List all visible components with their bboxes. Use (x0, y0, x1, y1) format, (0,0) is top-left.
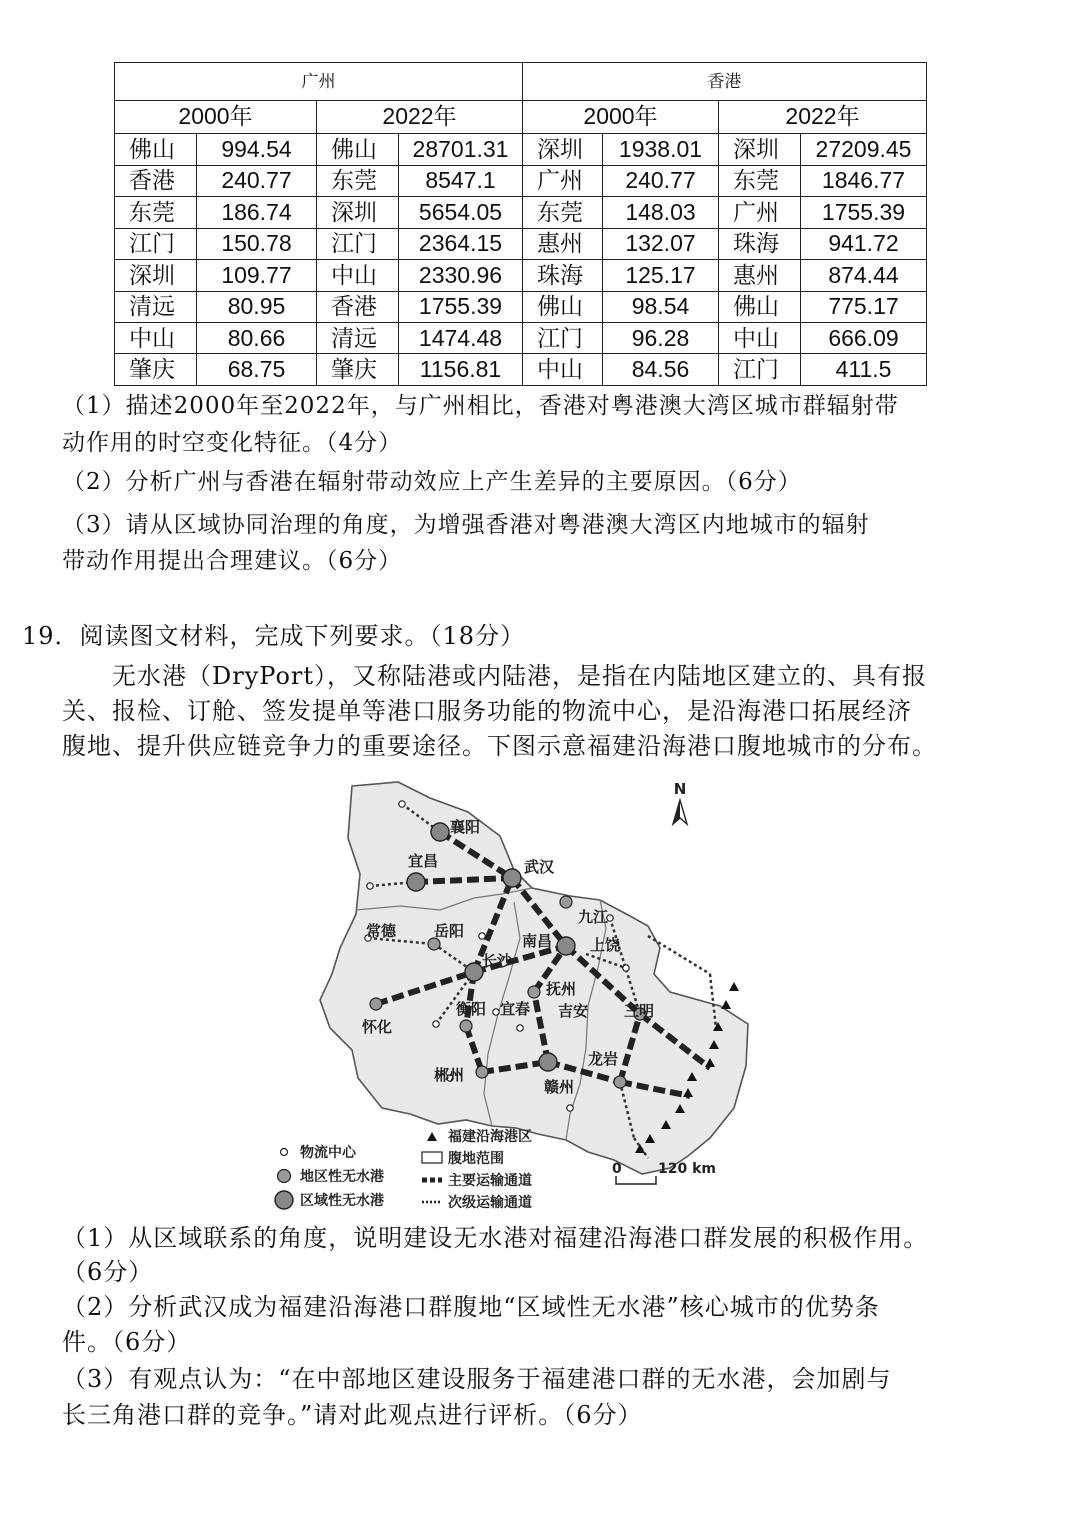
legend-regional-dry-port-icon (275, 1191, 293, 1209)
regional-dry-port-marker (539, 1053, 557, 1071)
table-cell-city: 江门 (115, 228, 197, 259)
table-cell-city: 佛山 (719, 291, 801, 322)
table-cell-value: 2330.96 (399, 260, 523, 291)
city-label: 襄阳 (450, 818, 481, 836)
table-cell-value: 132.07 (603, 228, 719, 259)
q19-sub3-line1: （3）有观点认为：“在中部地区建设服务于福建港口群的无水港，会加剧与 (62, 1365, 892, 1393)
table-header-guangzhou: 广州 (115, 63, 523, 101)
table-cell-value: 80.95 (197, 291, 317, 322)
table-cell-city: 肇庆 (115, 354, 197, 386)
legend-local-dry-port-label: 地区性无水港 (300, 1169, 384, 1185)
table-cell-value: 68.75 (197, 354, 317, 386)
table-cell-value: 109.77 (197, 260, 317, 291)
table-cell-value: 941.72 (801, 228, 927, 259)
table-cell-value: 1846.77 (801, 165, 927, 196)
regional-dry-port-marker (431, 823, 449, 841)
table-row (115, 260, 927, 291)
hinterland-region (320, 782, 748, 1174)
local-dry-port-marker (460, 1020, 472, 1032)
table-row (115, 165, 927, 196)
table-row (115, 134, 927, 165)
table-cell-city: 中山 (523, 354, 603, 386)
flow-table (114, 62, 927, 386)
table-cell-value: 8547.1 (399, 165, 523, 196)
legend-main-channel-label: 主要运输通道 (448, 1173, 532, 1189)
table-cell-value: 874.44 (801, 260, 927, 291)
city-label: 吉安 (558, 1002, 589, 1020)
table-cell-city: 佛山 (317, 134, 399, 165)
local-dry-port-marker (370, 998, 382, 1010)
table-cell-city: 佛山 (523, 291, 603, 322)
north-label: N (673, 780, 687, 798)
city-label: 衡阳 (456, 1000, 487, 1018)
city-label: 宜春 (500, 1000, 531, 1018)
q19-sub2-line2: 件。（6分） (62, 1328, 192, 1356)
city-label: 长沙 (482, 952, 513, 970)
table-cell-value: 1474.48 (399, 323, 523, 354)
city-label: 岳阳 (434, 922, 465, 940)
local-dry-port-marker (528, 986, 540, 998)
q18-sub1-line2: 动作用的时空变化特征。（4分） (62, 430, 403, 456)
table-cell-city: 中山 (719, 323, 801, 354)
table-cell-value: 1755.39 (801, 197, 927, 228)
coastal-port-marker (729, 982, 739, 991)
table-cell-city: 广州 (523, 165, 603, 196)
table-cell-city: 肇庆 (317, 354, 399, 386)
local-dry-port-marker (560, 896, 572, 908)
regional-dry-port-marker (503, 869, 521, 887)
year-header: 2022年 (317, 100, 523, 134)
year-header: 2022年 (719, 100, 927, 134)
table-cell-city: 东莞 (317, 165, 399, 196)
legend-coastal-port-label: 福建沿海港区 (448, 1129, 532, 1145)
logistics-center-marker (367, 883, 373, 889)
table-cell-city: 中山 (317, 260, 399, 291)
logistics-center-marker (399, 801, 405, 807)
legend-coastal-port-icon (427, 1132, 437, 1141)
table-cell-value: 240.77 (603, 165, 719, 196)
table-cell-value: 96.28 (603, 323, 719, 354)
table-cell-city: 江门 (523, 323, 603, 354)
regional-dry-port-marker (557, 937, 575, 955)
table-cell-value: 186.74 (197, 197, 317, 228)
q19-title: 19．阅读图文材料，完成下列要求。（18分） (22, 622, 526, 650)
regional-dry-port-marker (407, 873, 425, 891)
table-row (115, 354, 927, 386)
q19-sub1-line1: （1）从区域联系的角度，说明建设无水港对福建沿海港口群发展的积极作用。 (62, 1224, 929, 1252)
table-cell-value: 84.56 (603, 354, 719, 386)
table-cell-value: 411.5 (801, 354, 927, 386)
city-label: 郴州 (434, 1066, 465, 1084)
logistics-center-marker (479, 933, 485, 939)
table-row (115, 291, 927, 322)
legend-hinterland-label: 腹地范围 (448, 1151, 504, 1167)
table-cell-value: 1938.01 (603, 134, 719, 165)
city-label: 南昌 (522, 932, 553, 950)
table-cell-value: 80.66 (197, 323, 317, 354)
table-cell-value: 98.54 (603, 291, 719, 322)
table-cell-value: 5654.05 (399, 197, 523, 228)
table-cell-city: 江门 (719, 354, 801, 386)
table-cell-value: 148.03 (603, 197, 719, 228)
table-cell-value: 994.54 (197, 134, 317, 165)
city-label: 赣州 (544, 1078, 575, 1096)
table-cell-city: 香港 (115, 165, 197, 196)
legend-local-dry-port-icon (278, 1170, 291, 1183)
table-cell-value: 240.77 (197, 165, 317, 196)
table-cell-city: 珠海 (523, 260, 603, 291)
q18-sub1-line1: （1）描述2000年至2022年，与广州相比，香港对粤港澳大湾区城市群辐射带 (62, 393, 899, 419)
table-cell-city: 清远 (115, 291, 197, 322)
city-label: 九江 (578, 908, 609, 926)
year-header: 2000年 (523, 100, 719, 134)
table-cell-city: 江门 (317, 228, 399, 259)
table-cell-value: 28701.31 (399, 134, 523, 165)
table-cell-city: 深圳 (523, 134, 603, 165)
table-cell-city: 清远 (317, 323, 399, 354)
logistics-center-marker (493, 1009, 499, 1015)
table-cell-value: 125.17 (603, 260, 719, 291)
table-cell-city: 深圳 (115, 260, 197, 291)
city-label: 龙岩 (588, 1050, 619, 1068)
q19-sub2-line1: （2）分析武汉成为福建沿海港口群腹地“区域性无水港”核心城市的优势条 (62, 1293, 880, 1321)
table-row (115, 323, 927, 354)
scale-bar (616, 1176, 656, 1184)
table-cell-value: 666.09 (801, 323, 927, 354)
q18-sub3-line1: （3）请从区域协同治理的角度，为增强香港对粤港澳大湾区内地城市的辐射 (62, 512, 870, 538)
table-cell-value: 1156.81 (399, 354, 523, 386)
table-cell-city: 深圳 (317, 197, 399, 228)
hinterland-map (270, 778, 770, 1218)
table-row (115, 228, 927, 259)
scale-zero-label: 0 (612, 1161, 622, 1177)
local-dry-port-marker (614, 1076, 626, 1088)
q19-sub3-line2: 长三角港口群的竞争。”请对此观点进行评析。（6分） (62, 1401, 643, 1429)
table-header-hongkong: 香港 (523, 63, 927, 101)
table-cell-city: 惠州 (719, 260, 801, 291)
table-cell-city: 广州 (719, 197, 801, 228)
q19-sub1-line2: （6分） (62, 1258, 154, 1286)
q19-intro-line1: 无水港（DryPort），又称陆港或内陆港，是指在内陆地区建立的、具有报 (62, 662, 928, 690)
local-dry-port-marker (476, 1066, 488, 1078)
city-label: 上饶 (590, 936, 621, 954)
q19-intro-line3: 腹地、提升供应链竞争力的重要途径。下图示意福建沿海港口腹地城市的分布。 (62, 732, 937, 760)
table-cell-city: 东莞 (719, 165, 801, 196)
logistics-center-marker (623, 965, 629, 971)
logistics-center-marker (517, 1025, 523, 1031)
legend-hinterland-icon (422, 1152, 442, 1163)
city-label: 武汉 (524, 858, 555, 876)
table-row (115, 197, 927, 228)
table-cell-city: 惠州 (523, 228, 603, 259)
table-cell-value: 27209.45 (801, 134, 927, 165)
legend-logistics-icon (281, 1149, 288, 1156)
table-cell-city: 中山 (115, 323, 197, 354)
table-cell-value: 1755.39 (399, 291, 523, 322)
table-cell-value: 2364.15 (399, 228, 523, 259)
table-cell-value: 150.78 (197, 228, 317, 259)
table-cell-city: 深圳 (719, 134, 801, 165)
q18-sub2: （2）分析广州与香港在辐射带动效应上产生差异的主要原因。（6分） (62, 469, 802, 495)
q18-sub3-line2: 带动作用提出合理建议。（6分） (62, 548, 403, 574)
q19-intro-line2: 关、报检、订舱、签发提单等港口服务功能的物流中心，是沿海港口拓展经济 (62, 697, 912, 725)
scale-label: 120 km (658, 1161, 716, 1177)
table-cell-city: 香港 (317, 291, 399, 322)
city-label: 常德 (366, 922, 397, 940)
table-cell-city: 东莞 (523, 197, 603, 228)
table-cell-city: 珠海 (719, 228, 801, 259)
regional-dry-port-marker (465, 963, 483, 981)
table-cell-city: 东莞 (115, 197, 197, 228)
logistics-center-marker (567, 1105, 573, 1111)
table-cell-city: 佛山 (115, 134, 197, 165)
legend-regional-dry-port-label: 区域性无水港 (300, 1193, 384, 1209)
city-label: 宜昌 (408, 852, 439, 870)
city-label: 抚州 (546, 980, 577, 998)
table-cell-value: 775.17 (801, 291, 927, 322)
year-header: 2000年 (115, 100, 317, 134)
legend-logistics-label: 物流中心 (300, 1145, 356, 1161)
legend-secondary-channel-label: 次级运输通道 (448, 1195, 532, 1211)
coastal-port-marker (721, 1000, 731, 1009)
city-label: 怀化 (362, 1018, 393, 1036)
logistics-center-marker (433, 1021, 439, 1027)
city-label: 三明 (624, 1002, 655, 1020)
